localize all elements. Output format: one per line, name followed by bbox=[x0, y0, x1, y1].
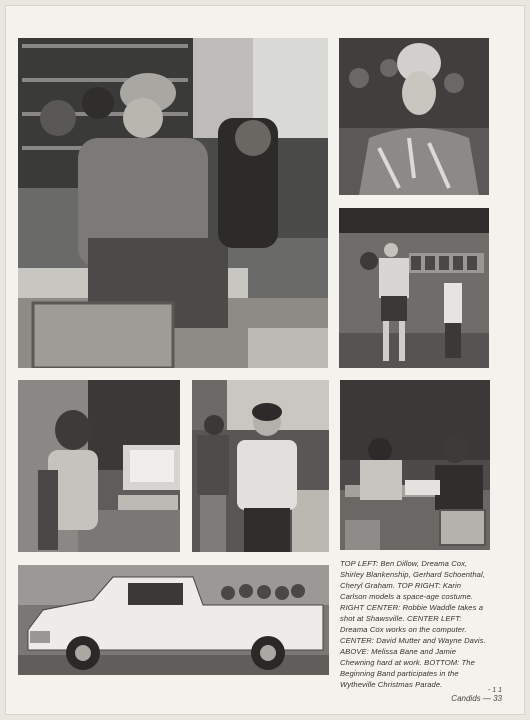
page-number-label: Candids — 33 bbox=[451, 694, 502, 703]
photo-caption: TOP LEFT: Ben Dillow, Dreama Cox, Shirley Blankenship, Gerhard Schoenthal, Cheryl Graham. TOP RIGHT: Karin Carlson models a space-age costume. RIGHT CENTER: Robbie Waddle takes a shot at Shawsville. CENTER LEFT: Dreama Cox works on the computer. CENTER: David Mutter and Wayne Davis. ABOVE: Melissa Bane and Jamie Chewning hard at work. BOTTOM: The Beginning Band participates in the Wytheville Christmas Parade. bbox=[340, 559, 486, 689]
photo-top-right-costume bbox=[339, 38, 489, 195]
photo-bottom-parade-truck bbox=[18, 565, 329, 675]
photo-above-students-at-work bbox=[340, 380, 490, 550]
photo-right-center-basketball bbox=[339, 208, 489, 368]
photo-top-left-library bbox=[18, 38, 328, 368]
photo-center-left-computer bbox=[18, 380, 180, 552]
footer-mark: - 1 1 bbox=[487, 687, 502, 694]
photo-center-students bbox=[192, 380, 329, 552]
page-footer bbox=[451, 688, 502, 703]
